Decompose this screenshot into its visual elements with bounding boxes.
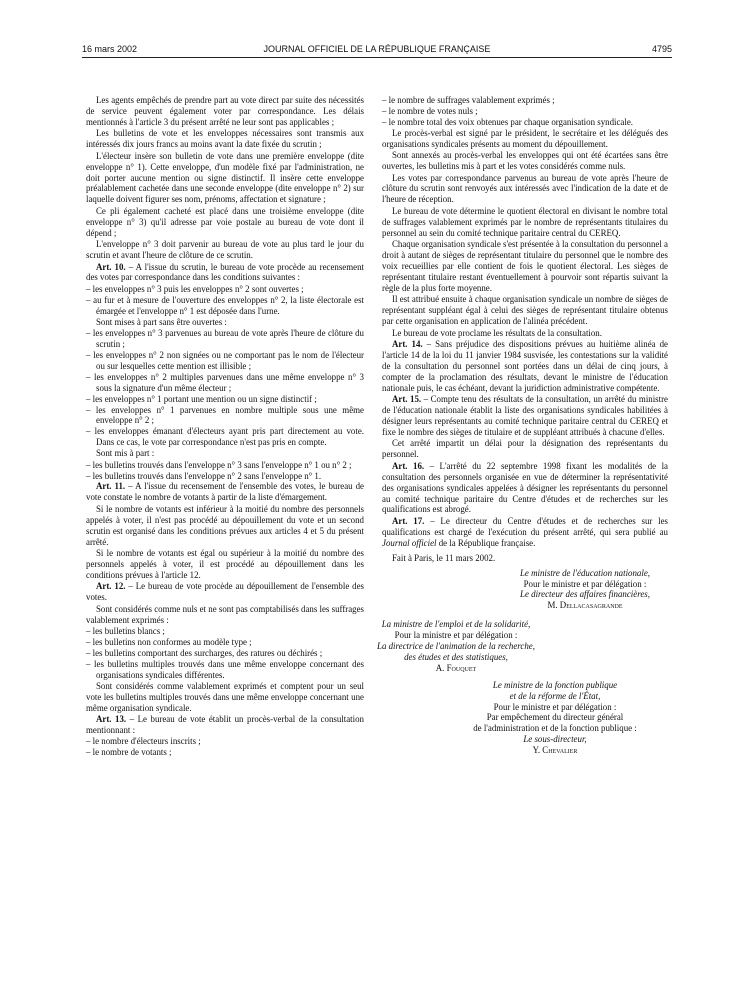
paragraph: Chaque organisation syndicale s'est présentée à la consultation du personnel a droit à autant de sièges de représentant titulaire du personnel que le nombre des voix recueillies par elle contient de fois le quotient électoral. Les sièges de représentant titulaire restant éventuellement à pourvoir sont répartis suivant la règle de la plus forte moyenne.: [382, 239, 668, 293]
list-item: – les enveloppes n° 2 multiples parvenues dans une même enveloppe n° 3 sous la signature d'un même électeur ;: [86, 371, 364, 393]
paragraph: Les bulletins de vote et les enveloppes nécessaires sont transmis aux intéressés dix jours francs au moins avant la date fixée du scrutin ;: [86, 128, 364, 150]
paragraph: Sont annexés au procès-verbal les enveloppes qui ont été écartées sans être ouvertes, les bulletins mis à part et les votes considérés comme nuls.: [382, 150, 668, 172]
paragraph: Sont mises à part sans être ouvertes :: [96, 316, 227, 327]
article-label: Art. 11.: [96, 481, 126, 492]
list-item: – les enveloppes n° 2 non signées ou ne comportant pas le nom de l'électeur ou sur lesquelles cette mention est illisible ;: [86, 350, 364, 371]
paragraph: Ce pli également cacheté est placé dans une troisième enveloppe (dite enveloppe n° 3) qu'il adresse par voie postale au bureau de vote dont il dépend ;: [86, 205, 364, 238]
article-16: Art. 16. – L'arrêté du 22 septembre 1998 fixant les modalités de la consultation des personnels organisée en vue de déterminer la représentativité des organisations syndicales appelées à désigner les représentants du personnel au comité technique paritaire du Centre d'études et de recherches sur les qualifications est abrogé.: [382, 460, 668, 515]
article-label: Art. 10.: [96, 261, 126, 272]
page-header: [82, 44, 672, 58]
paragraph: L'enveloppe n° 3 doit parvenir au bureau de vote au plus tard le jour du scrutin et avant l'heure de clôture de ce scrutin.: [86, 239, 364, 261]
article-14: Art. 14. – Sans préjudice des dispositions prévues au huitième alinéa de l'article 14 de la loi du 11 janvier 1984 susvisée, les contestations sur la validité de la consultation du personnel sont portées dans un délai de cinq jours, à compter de la proclamation des résultats, devant le ministre de l'éducation nationale puis, le cas échéant, devant la juridiction administrative compétente.: [382, 339, 668, 393]
list-item: – les bulletins comportant des surcharges, des ratures ou déchirés ;: [86, 648, 323, 659]
list-item: – le nombre de suffrages valablement exprimés ;: [382, 95, 555, 105]
paragraph: L'électeur insère son bulletin de vote dans une première enveloppe (dite enveloppe n° 1). Cette enveloppe, d'un modèle fixé par l'administration, ne doit porter aucune mention ou signe distinctif. Il insère cette enveloppe préalablement cachetée dans une seconde enveloppe (dite enveloppe n° 2) sur laquelle doivent figurer ses nom, prénoms, affectation et signature ;: [86, 150, 364, 205]
article-label: Art. 17.: [392, 515, 425, 526]
list-item: – les bulletins trouvés dans l'enveloppe n° 2 sans l'enveloppe n° 1.: [86, 470, 322, 481]
signature-emploi: La ministre de l'emploi et de la solidarité, Pour la ministre et par délégation : La directrice de l'animation de la recherche, des études et des statistiques, A. Fouquet: [377, 619, 535, 673]
paragraph: Si le nombre de votants est inférieur à la moitié du nombre des personnels appelés à voter, il n'est pas procédé au dépouillement du vote et un second scrutin est organisé dans les conditions prévues aux articles 4 et 5 du présent arrêté.: [86, 503, 364, 547]
right-column: [377, 95, 668, 756]
list-item: – le nombre d'électeurs inscrits ;: [86, 736, 201, 747]
article-label: Art. 14.: [392, 339, 423, 350]
article-label: Art. 15.: [392, 394, 422, 405]
signature-fonction-publique: Le ministre de la fonction publique et de la réforme de l'État, Pour le ministre et par délégation : Par empêchement du directeur général de l'administration et de la fonction publique : Le sous-directeur, Y. Chevalier: [473, 679, 637, 756]
page-number: 4795: [651, 44, 672, 54]
journal-officiel-title: Journal officiel: [382, 537, 437, 548]
list-item: – les bulletins blancs ;: [86, 626, 165, 637]
article-label: Art. 16.: [392, 460, 425, 471]
article-17: Art. 17. – Le directeur du Centre d'études et de recherches sur les qualifications est chargé de l'exécution du présent arrêté, qui sera publié au Journal officiel de la République française.: [382, 515, 668, 548]
list-item: – le nombre de votes nuls ;: [382, 105, 478, 116]
article-label: Art. 12.: [96, 581, 126, 592]
article-13: Art. 13. – Le bureau de vote établit un procès-verbal de la consultation mentionnant :: [86, 714, 364, 735]
list-item: – les enveloppes n° 1 portant une mention ou un signe distinctif ;: [86, 393, 317, 404]
paragraph: Les votes par correspondance parvenus au bureau de vote après l'heure de clôture du scrutin sont renvoyés aux intéressés avec l'indication de la date et de l'heure de réception.: [382, 172, 668, 205]
list-item: – les bulletins multiples trouvés dans une même enveloppe concernant des organisations syndicales différentes.: [86, 658, 364, 680]
paragraph: Le bureau de vote détermine le quotient électoral en divisant le nombre total de suffrages valablement exprimés par le nombre de représentants titulaires du personnel au sein du comité technique paritaire central du CEREQ.: [382, 205, 668, 238]
article-15: Art. 15. – Compte tenu des résultats de la consultation, un arrêté du ministre de l'éducation nationale établit la liste des organisations syndicales habilitées à désigner leurs représentants au comité technique paritaire central du CEREQ et fixe le nombre des sièges de titulaire et de suppléant attribués à chacune d'elles.: [382, 394, 668, 437]
list-item: – le nombre de votants ;: [86, 747, 172, 758]
left-column: [86, 95, 364, 758]
list-item: – les bulletins trouvés dans l'enveloppe n° 3 sans l'enveloppe n° 1 ou n° 2 ;: [86, 459, 352, 470]
paragraph: Le bureau de vote proclame les résultats de la consultation.: [392, 327, 602, 338]
list-item: – les enveloppes émanant d'électeurs ayant pris part directement au vote. Dans ce cas, le vote par correspondance n'est pas pris en compte.: [86, 426, 364, 448]
list-item: – le nombre total des voix obtenues par chaque organisation syndicale.: [382, 116, 633, 127]
list-item: – les enveloppes n° 1 parvenues en nombre multiple sous une même enveloppe n° 2 ;: [86, 404, 364, 426]
list-item: – les bulletins non conformes au modèle type ;: [86, 637, 252, 648]
place-date: Fait à Paris, le 11 mars 2002.: [392, 552, 496, 563]
article-label: Art. 13.: [96, 714, 127, 725]
article-10: Art. 10. – A l'issue du scrutin, le bureau de vote procède au recensement des votes par correspondance dans les conditions suivantes :: [86, 261, 364, 283]
header-rule: [82, 57, 672, 58]
article-12: Art. 12. – Le bureau de vote procède au dépouillement de l'ensemble des votes.: [86, 581, 364, 603]
list-item: – au fur et à mesure de l'ouverture des enveloppes n° 2, la liste électorale est émargée et l'enveloppe n° 1 est déposée dans l'urne.: [86, 294, 364, 316]
article-11: Art. 11. – A l'issue du recensement de l'ensemble des votes, le bureau de vote constate le nombre de votants à partir de la liste d'émargement.: [86, 481, 364, 503]
paragraph: Cet arrêté impartit un délai pour la désignation des représentants du personnel.: [382, 438, 668, 460]
paragraph: Sont mis à part :: [96, 448, 155, 459]
paragraph: Si le nombre de votants est égal ou supérieur à la moitié du nombre des personnels appelés à voter, il est procédé au dépouillement dans les conditions prévues à l'article 12.: [86, 548, 364, 580]
paragraph: Les agents empêchés de prendre part au vote direct par suite des nécessités de service peuvent également voter par correspondance. Les délais mentionnés à l'article 3 du présent arrêté ne leur sont pas applicables ;: [86, 95, 364, 127]
paragraph: Sont considérés comme valablement exprimés et comptent pour un seul vote les bulletins multiples trouvés dans une même enveloppe concernant une même organisation syndicale.: [86, 680, 364, 713]
header-title: JOURNAL OFFICIEL DE LA RÉPUBLIQUE FRANÇAISE: [263, 44, 491, 54]
signature-education: Le ministre de l'éducation nationale, Pour le ministre et par délégation : Le directeur des affaires financières, M. Dellacasagrande: [520, 567, 650, 611]
list-item: – les enveloppes n° 3 puis les enveloppes n° 2 sont ouvertes ;: [86, 283, 304, 294]
paragraph: Le procès-verbal est signé par le président, le secrétaire et les délégués des organisations syndicales présents au moment du dépouillement.: [382, 127, 668, 149]
header-date: 16 mars 2002: [82, 44, 138, 54]
list-item: – les enveloppes n° 3 parvenues au bureau de vote après l'heure de clôture du scrutin ;: [86, 328, 364, 350]
paragraph: Sont considérés comme nuls et ne sont pas comptabilisés dans les suffrages valablement exprimés :: [86, 603, 364, 625]
paragraph: Il est attribué ensuite à chaque organisation syndicale un nombre de sièges de représentant suppléant égal à celui des sièges de représentant titulaire obtenus par cette organisation en application de l'alinéa précédent.: [382, 294, 668, 327]
